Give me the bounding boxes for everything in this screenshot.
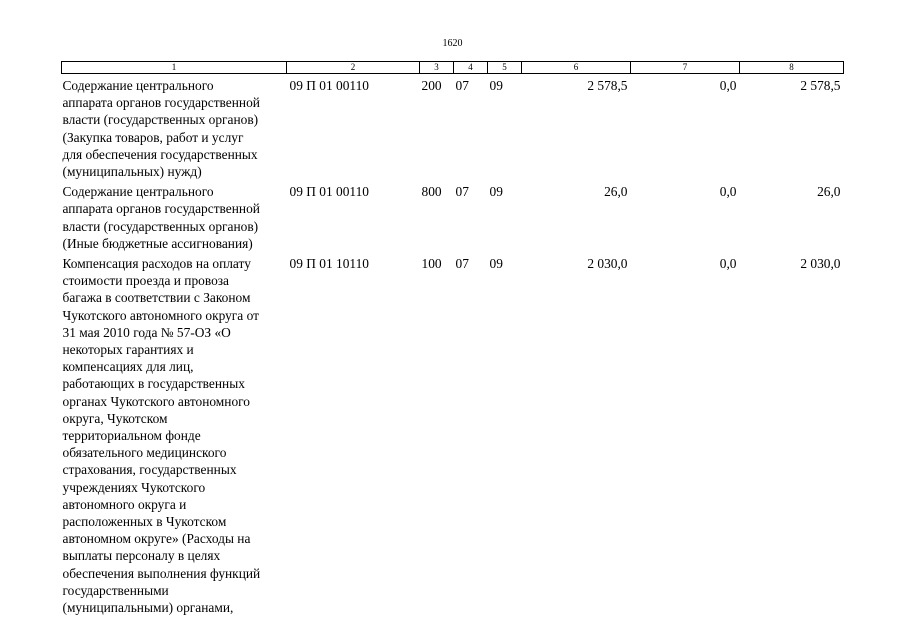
budget-table (61, 61, 844, 616)
table-row (62, 180, 844, 252)
row-c6: 2 030,0 (587, 256, 628, 272)
row-name-line: аппарата органов государственной (62, 95, 260, 111)
row-c3: 100 (421, 256, 442, 272)
row-c6: 26,0 (604, 184, 628, 200)
row-code: 09 П 01 10110 (289, 256, 369, 272)
row-c3: 200 (421, 78, 442, 93)
row-name-line: учреждениях Чукотского (62, 479, 206, 495)
row-name (62, 252, 287, 616)
header-row (62, 62, 844, 74)
column-header: 4 (454, 62, 488, 74)
row-c7: 0,0 (719, 184, 737, 200)
row-c4: 07 (455, 78, 469, 93)
row-name-line: страхования, государственных (62, 462, 237, 478)
row-name (62, 74, 287, 181)
row-name-line: аппарата органов государственной (62, 201, 260, 217)
row-name-line: расположенных в Чукотском (62, 514, 227, 530)
row-code: 09 П 01 00110 (289, 78, 369, 93)
column-header: 7 (631, 62, 740, 74)
row-name-line: Содержание центрального (62, 78, 214, 93)
row-name-line: (Закупка товаров, работ и услуг (62, 129, 244, 145)
table-row (62, 74, 844, 181)
row-name-line: (муниципальных) нужд) (62, 164, 202, 180)
row-c7: 0,0 (719, 256, 737, 272)
row-name-line: Содержание центрального (62, 184, 214, 200)
column-header: 8 (740, 62, 844, 74)
row-c8: 26,0 (817, 184, 841, 200)
row-c4: 07 (455, 256, 469, 272)
row-name-line: (муниципальными) органами, (62, 600, 234, 616)
row-name-line: Компенсация расходов на оплату (62, 256, 251, 272)
table-row (62, 252, 844, 616)
column-header: 3 (420, 62, 454, 74)
row-name-line: выплаты персоналу в целях (62, 548, 221, 564)
row-c5: 09 (489, 78, 503, 93)
row-name-line: обязательного медицинского (62, 445, 227, 461)
row-c5: 09 (489, 256, 503, 272)
row-c7: 0,0 (719, 78, 737, 93)
row-name-line: округа, Чукотском (62, 410, 168, 426)
row-name-line: компенсациях для лиц, (62, 359, 194, 375)
row-name-line: 31 мая 2010 года № 57-ОЗ «О (62, 324, 231, 340)
column-header: 2 (287, 62, 420, 74)
row-name (62, 180, 287, 252)
row-name-line: стоимости проезда и провоза (62, 273, 230, 289)
row-name-line: автономном округе» (Расходы на (62, 531, 251, 547)
column-header: 6 (522, 62, 631, 74)
row-c5: 09 (489, 184, 503, 200)
row-name-line: органах Чукотского автономного (62, 393, 250, 409)
row-code: 09 П 01 00110 (289, 184, 369, 200)
row-name-line: для обеспечения государственных (62, 146, 258, 162)
row-name-line: власти (государственных органов) (62, 218, 259, 234)
row-name-line: государственными (62, 582, 169, 598)
column-header: 5 (488, 62, 522, 74)
row-name-line: (Иные бюджетные ассигнования) (62, 235, 253, 251)
row-name-line: багажа в соответствии с Законом (62, 290, 251, 306)
page-number: 1620 (442, 38, 463, 49)
row-c8: 2 578,5 (800, 78, 841, 93)
table-body (62, 74, 844, 617)
row-c4: 07 (455, 184, 469, 200)
row-name-line: власти (государственных органов) (62, 112, 259, 128)
row-name-line: территориальном фонде (62, 428, 201, 444)
row-name-line: Чукотского автономного округа от (62, 307, 259, 323)
row-name-line: работающих в государственных (62, 376, 245, 392)
row-name-line: автономного округа и (62, 496, 187, 512)
row-name-line: некоторых гарантиях и (62, 342, 194, 358)
row-c8: 2 030,0 (800, 256, 841, 272)
row-c3: 800 (421, 184, 442, 200)
column-header: 1 (62, 62, 287, 74)
row-name-line: обеспечения выполнения функций (62, 565, 261, 581)
row-c6: 2 578,5 (587, 78, 628, 93)
